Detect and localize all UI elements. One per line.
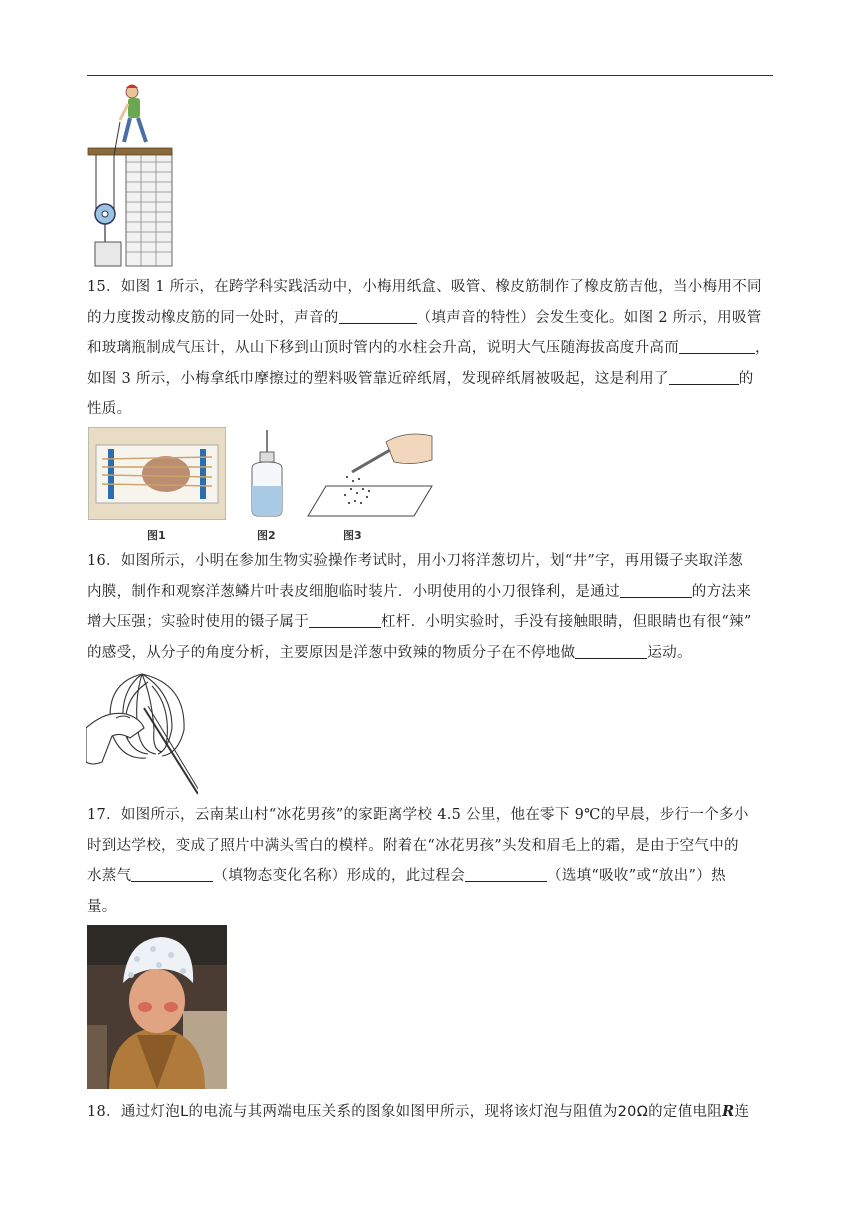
q16-text-3b: 杠杆．小明实验时，手没有接触眼睛，但眼睛也有很“辣” — [381, 614, 752, 630]
q18-text-1d: 连 — [734, 1104, 750, 1120]
q17-text-4: 量。 — [87, 898, 117, 915]
q17-text-3a: 水蒸气 — [87, 868, 132, 884]
answer-blank[interactable] — [575, 643, 647, 659]
q18-text-1c: 的定值电阻 — [648, 1104, 723, 1120]
q15-text-2b: （填声音的特性）会发生变化。如图 2 所示，用吸管 — [416, 309, 762, 326]
q16-text-2a: 内膜，制作和观察洋葱鳞片叶表皮细胞临时装片．小明使用的小刀很锋利，是通过 — [87, 583, 620, 600]
figure-3-caption: 图3 — [343, 529, 362, 542]
q16-line3 — [87, 607, 787, 638]
q17-text-2: 时到达学校，变成了照片中满头雪白的模样。附着在“冰花男孩”头发和眉毛上的霜，是由于空气中的 — [87, 837, 739, 854]
q17-text-1: 如图所示，云南某山村“冰花男孩”的家距离学校 4.5 公里，他在零下 9℃的早晨，步行一个多小 — [120, 807, 749, 823]
question-15 — [87, 272, 787, 425]
q15-line1 — [87, 272, 787, 303]
pulley-figure — [86, 82, 178, 268]
straw-paper-scraps-figure — [306, 430, 436, 518]
q16-text-2b: 的方法来 — [691, 583, 751, 600]
q15-line5 — [87, 394, 787, 425]
q16-line4 — [87, 638, 787, 669]
question-17 — [87, 800, 787, 922]
q17-number: 17． — [87, 807, 121, 823]
rubber-band-guitar-photo — [88, 427, 226, 520]
resistance-value: 20Ω — [617, 1104, 649, 1120]
answer-blank[interactable] — [679, 339, 755, 355]
q15-text-5: 性质。 — [87, 401, 132, 417]
bottle-barometer-figure — [246, 428, 288, 518]
onion-tweezers-figure — [86, 668, 198, 798]
q16-number: 16． — [87, 553, 121, 569]
q15-text-3a: 和玻璃瓶制成气压计，从山下移到山顶时管内的水柱会升高，说明大气压随海拔高度升高而 — [87, 340, 679, 356]
q16-text-3a: 增大压强；实验时使用的镊子属于 — [87, 614, 309, 630]
q15-number: 15． — [87, 279, 121, 295]
q18-number: 18． — [87, 1104, 121, 1120]
q17-text-3c: （选填“吸收”或“放出”）热 — [547, 868, 726, 884]
figure-2-caption: 图2 — [257, 529, 276, 542]
q17-line2 — [87, 831, 787, 862]
q16-text-4a: 的感受，从分子的角度分析，主要原因是洋葱中致辣的物质分子在不停地做 — [87, 644, 576, 661]
ice-flower-boy-photo — [87, 925, 227, 1089]
resistor-symbol: R — [722, 1103, 735, 1120]
q18-line1 — [87, 1097, 787, 1128]
q17-line1 — [87, 800, 787, 831]
q16-text-1: 如图所示，小明在参加生物实验操作考试时，用小刀将洋葱切片，划“井”字，再用镊子夹取洋葱 — [120, 553, 744, 569]
q17-line4 — [87, 892, 787, 923]
answer-blank[interactable] — [131, 867, 213, 883]
answer-blank[interactable] — [465, 867, 547, 883]
q15-text-1: 如图 1 所示，在跨学科实践活动中，小梅用纸盒、吸管、橡皮筋制作了橡皮筋吉他，当小梅用不同 — [120, 279, 762, 295]
answer-blank[interactable] — [339, 308, 417, 324]
question-16 — [87, 546, 787, 668]
figure-1-caption: 图1 — [147, 529, 166, 542]
q18-text-1b: 的电流与其两端电压关系的图象如图甲所示，现将该灯泡与阻值为 — [188, 1104, 618, 1120]
question-18 — [87, 1097, 787, 1128]
lamp-symbol: L — [180, 1104, 189, 1120]
q17-text-3b: （填物态变化名称）形成的，此过程会 — [213, 868, 466, 884]
q16-line2 — [87, 577, 787, 608]
q15-text-4b: 的 — [738, 370, 754, 387]
q16-line1 — [87, 546, 787, 577]
answer-blank[interactable] — [669, 369, 739, 385]
q15-line2 — [87, 303, 787, 334]
q15-text-3b: ， — [755, 340, 770, 356]
answer-blank[interactable] — [620, 582, 692, 598]
q18-text-1a: 通过灯泡 — [120, 1104, 181, 1120]
answer-blank[interactable] — [309, 613, 381, 629]
header-rule — [87, 75, 773, 76]
q16-text-4b: 运动。 — [647, 644, 692, 661]
q15-line4 — [87, 364, 787, 395]
q15-line3 — [87, 333, 787, 364]
q17-line3 — [87, 861, 787, 892]
q15-text-2a: 的力度拨动橡皮筋的同一处时，声音的 — [87, 309, 339, 326]
q15-text-4a: 如图 3 所示，小梅拿纸巾摩擦过的塑料吸管靠近碎纸屑，发现碎纸屑被吸起，这是利用了 — [87, 370, 669, 387]
